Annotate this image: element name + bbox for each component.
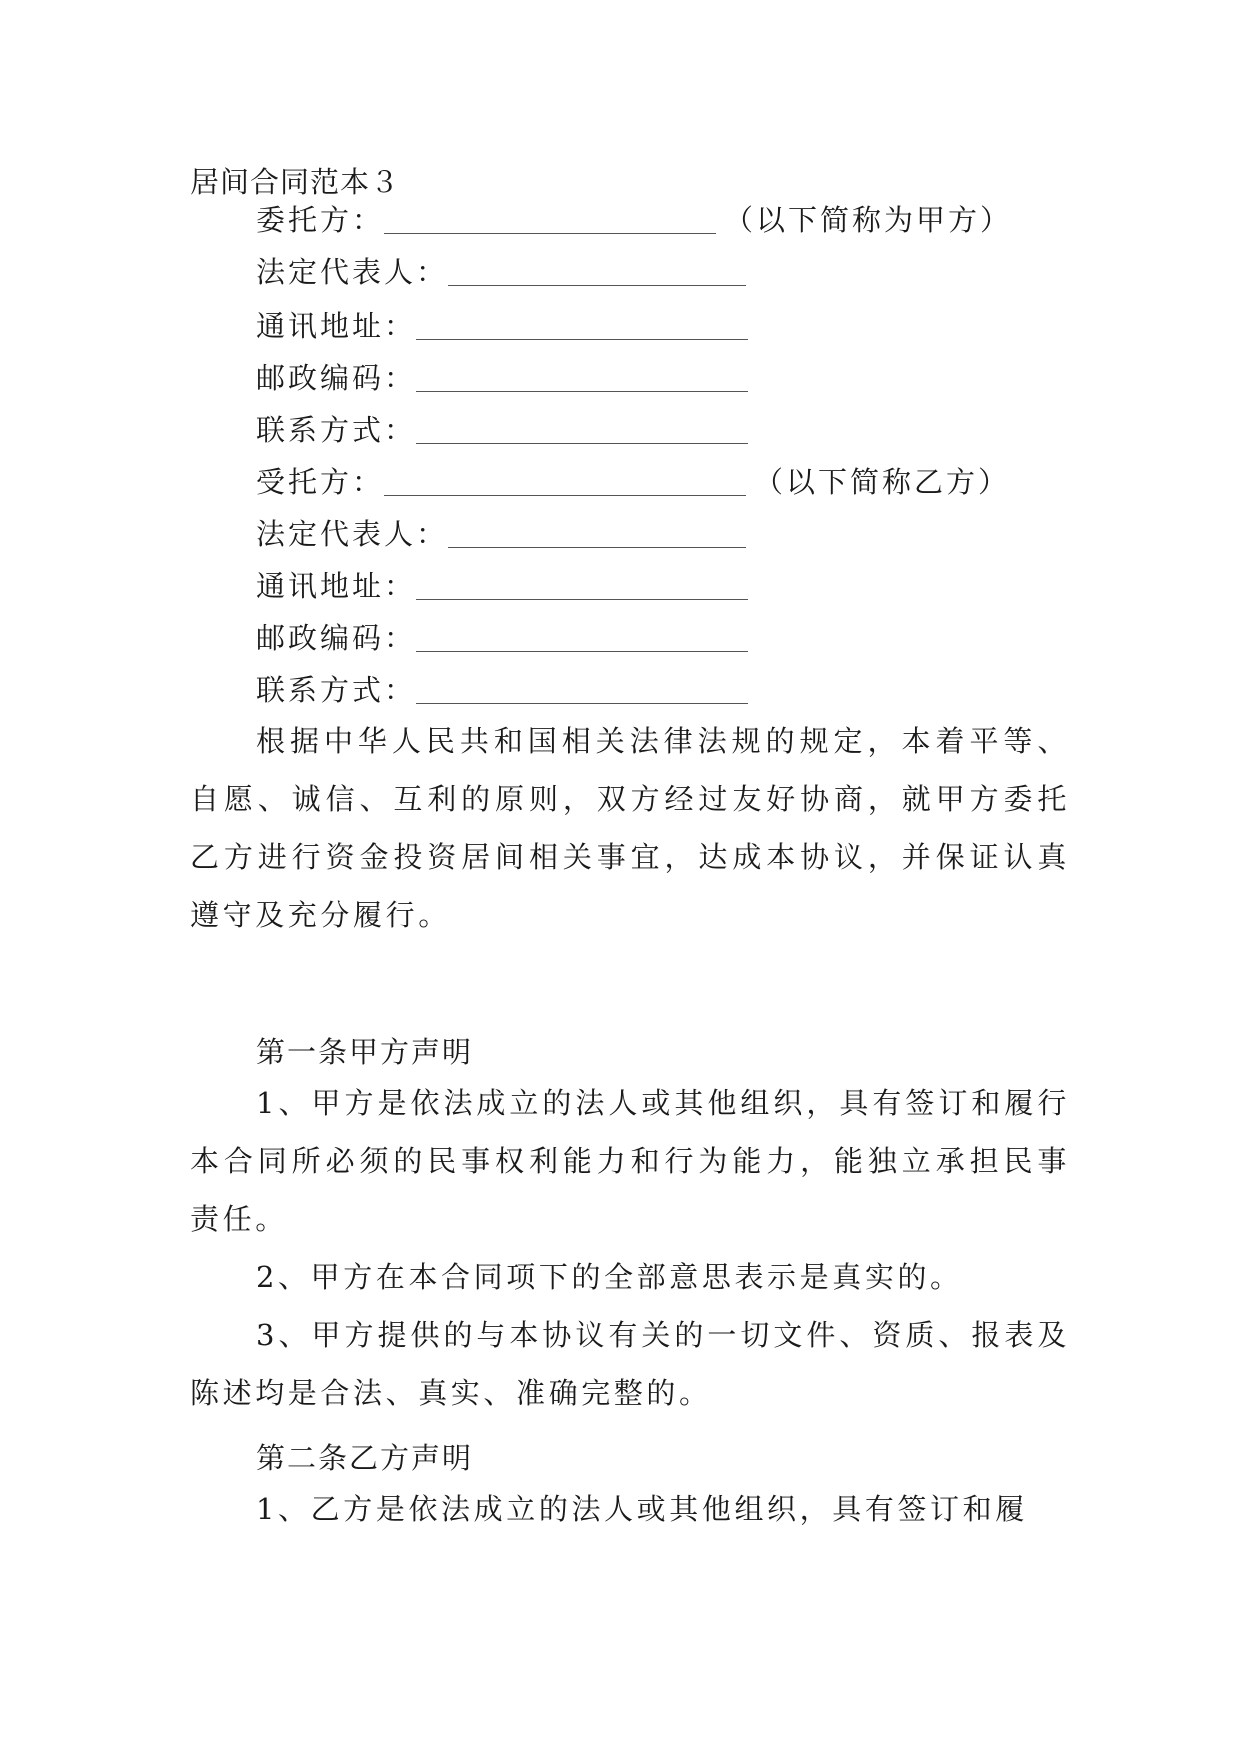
party-a-rep-field [256,252,746,292]
party-b-contact-field [256,670,748,710]
party-a-principal-note: （以下简称为甲方） [724,203,1013,237]
party-b-address-field [256,566,748,606]
party-b-agent-field [256,462,1010,502]
party-a-postal-field [256,358,748,398]
party-a-principal-blank[interactable] [384,232,716,234]
party-a-address-blank[interactable] [416,338,748,340]
party-b-agent-note: （以下简称乙方） [754,465,1011,499]
party-b-contact-blank[interactable] [416,702,748,704]
article2-item1: 1、乙方是依法成立的法人或其他组织，具有签订和履 [256,1492,1028,1526]
party-a-principal-label: 委托方： [256,203,385,237]
party-a-contact-field [256,410,748,450]
party-a-postal-label: 邮政编码： [256,361,417,395]
article1-heading: 第一条甲方声明 [256,1035,474,1069]
article1-item2: 2、甲方在本合同项下的全部意思表示是真实的。 [256,1260,963,1294]
party-b-address-label: 通讯地址： [256,569,417,603]
party-b-agent-blank[interactable] [384,494,746,496]
party-b-rep-field [256,514,746,554]
party-b-postal-field [256,618,748,658]
article1-item1: 1、甲方是依法成立的法人或其他组织，具有签订和履行本合同所必须的民事权利能力和行为能力，能独立承担民事责任。 [190,1086,1070,1236]
party-a-rep-label: 法定代表人： [256,255,449,289]
party-a-rep-blank[interactable] [448,284,746,286]
party-b-rep-label: 法定代表人： [256,517,449,551]
party-a-principal-field [256,200,1012,240]
party-a-postal-blank[interactable] [416,390,748,392]
party-b-contact-label: 联系方式： [256,673,417,707]
party-a-contact-blank[interactable] [416,442,748,444]
party-b-address-blank[interactable] [416,598,748,600]
party-b-rep-blank[interactable] [448,546,746,548]
party-a-contact-label: 联系方式： [256,413,417,447]
preamble-paragraph: 根据中华人民共和国相关法律法规的规定，本着平等、自愿、诚信、互利的原则，双方经过友好协商，就甲方委托乙方进行资金投资居间相关事宜，达成本协议，并保证认真遵守及充分履行。 [190,724,1070,932]
party-b-postal-blank[interactable] [416,650,748,652]
party-b-agent-label: 受托方： [256,465,385,499]
party-a-address-label: 通讯地址： [256,309,417,343]
party-a-address-field [256,306,748,346]
document-title: 居间合同范本３ [190,165,401,199]
party-b-postal-label: 邮政编码： [256,621,417,655]
article2-heading: 第二条乙方声明 [256,1441,474,1475]
article1-item3: 3、甲方提供的与本协议有关的一切文件、资质、报表及陈述均是合法、真实、准确完整的。 [190,1318,1070,1410]
